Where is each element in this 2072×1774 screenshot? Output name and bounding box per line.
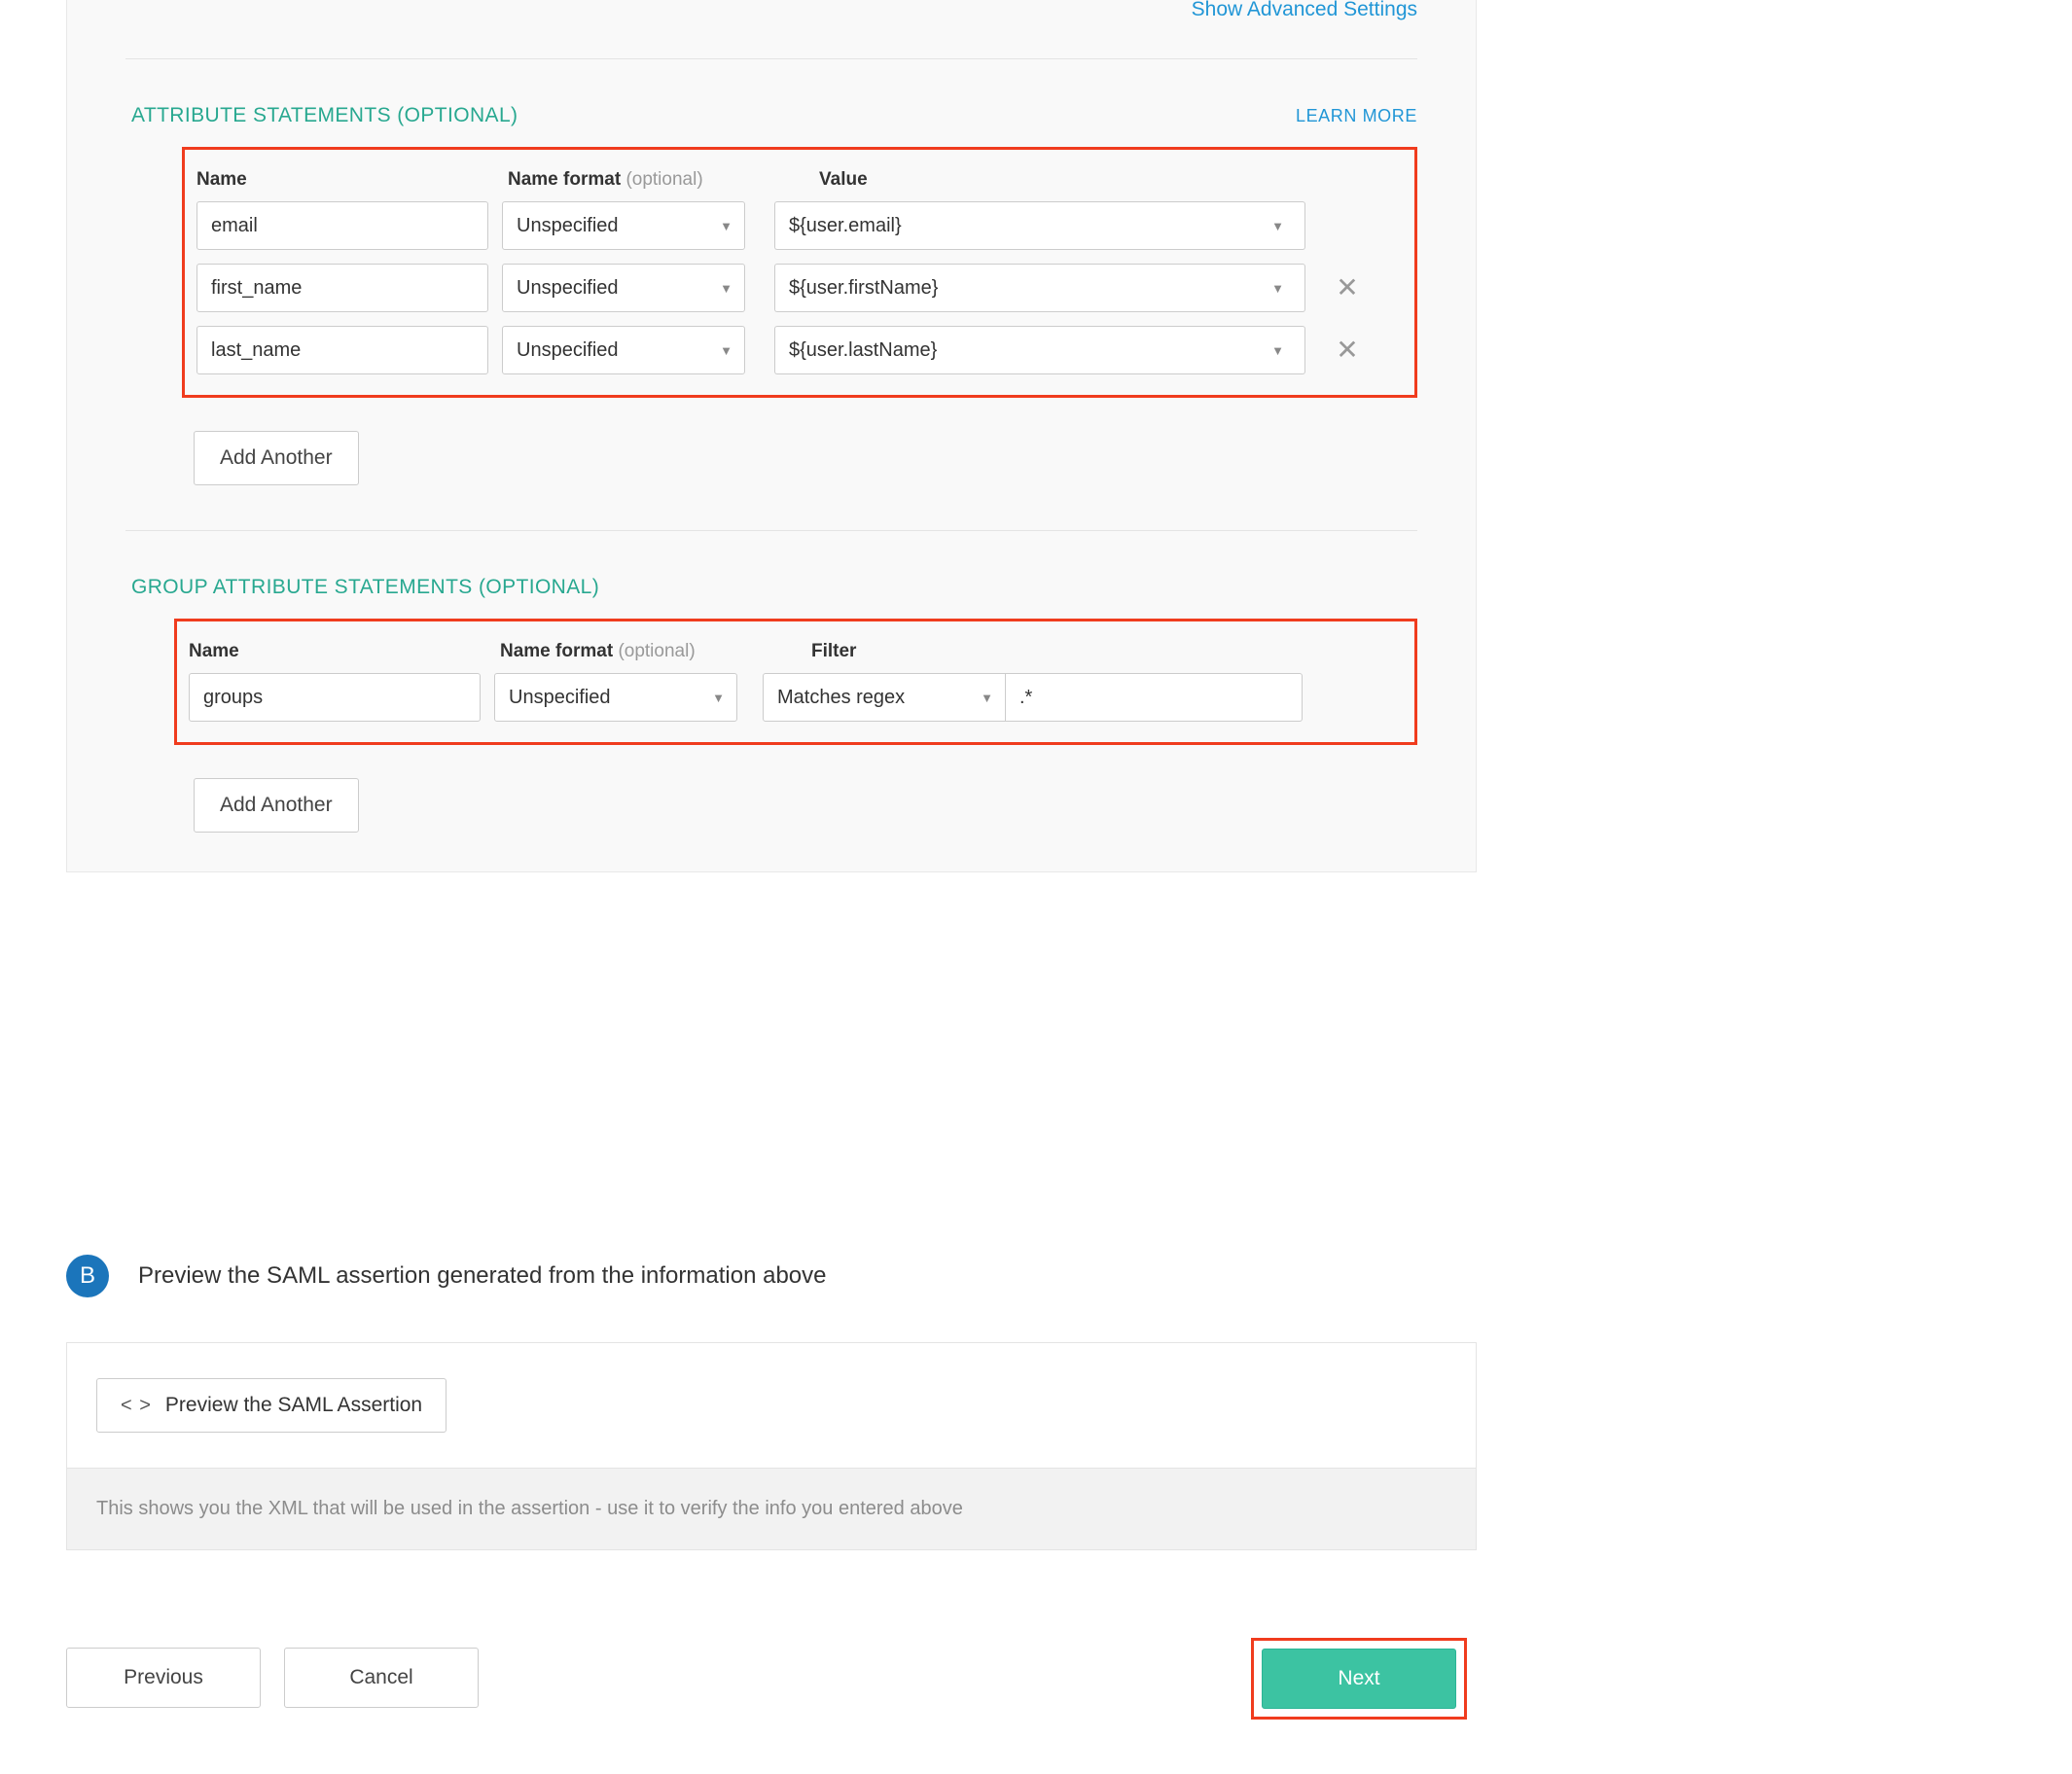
attribute-value-group (774, 264, 1305, 312)
step-b-heading (66, 1255, 826, 1297)
attribute-value-group (774, 201, 1305, 250)
attribute-statements-table (182, 147, 1417, 398)
attribute-value-dropdown-button[interactable] (1251, 264, 1305, 312)
next-button-highlight (1251, 1638, 1467, 1720)
group-attribute-name-format-value: Unspecified (509, 686, 611, 708)
step-b-badge: B (66, 1255, 109, 1297)
attribute-statements-title: ATTRIBUTE STATEMENTS (OPTIONAL) (131, 104, 518, 126)
add-another-attribute-button[interactable]: Add Another (194, 431, 359, 485)
cancel-button[interactable]: Cancel (284, 1648, 479, 1708)
next-button[interactable]: Next (1262, 1649, 1456, 1709)
group-attribute-column-headers (177, 635, 1414, 666)
column-header-name-format-optional: (optional) (618, 641, 696, 661)
column-header-name-format (508, 169, 819, 191)
attribute-value-dropdown-button[interactable] (1251, 326, 1305, 374)
advanced-settings-row (67, 0, 1476, 21)
attribute-value-group (774, 326, 1305, 374)
show-advanced-settings-link[interactable]: Show Advanced Settings (1191, 0, 1417, 20)
attribute-name-format-select[interactable] (502, 326, 745, 374)
chevron-down-icon: ▼ (720, 280, 732, 296)
attribute-name-input[interactable] (196, 201, 488, 250)
attribute-name-format-value: Unspecified (517, 338, 619, 361)
group-attribute-statements-header (131, 576, 1417, 599)
chevron-down-icon: ▼ (1271, 280, 1284, 296)
column-header-name-format-label: Name format (508, 169, 622, 190)
divider-middle (125, 530, 1417, 531)
attribute-name-format-value: Unspecified (517, 276, 619, 299)
chevron-down-icon: ▼ (712, 690, 725, 705)
attribute-statements-learn-more-link[interactable]: LEARN MORE (1295, 106, 1417, 125)
previous-button[interactable]: Previous (66, 1648, 261, 1708)
wizard-footer (66, 1648, 1477, 1716)
chevron-down-icon: ▼ (1271, 218, 1284, 233)
group-filter-group (737, 673, 1303, 722)
attribute-value-dropdown-button[interactable] (1251, 201, 1305, 250)
attribute-name-input[interactable] (196, 326, 488, 374)
group-attribute-name-input[interactable] (189, 673, 481, 722)
preview-saml-assertion-button[interactable] (96, 1378, 447, 1433)
column-header-name: Name (196, 169, 247, 190)
column-header-filter: Filter (811, 641, 857, 661)
table-row (185, 195, 1414, 257)
column-header-name: Name (189, 641, 239, 661)
attribute-name-format-value: Unspecified (517, 214, 619, 236)
remove-attribute-icon[interactable]: ✕ (1336, 335, 1359, 365)
table-row (185, 257, 1414, 319)
attribute-value-input[interactable] (774, 201, 1251, 250)
divider-top (125, 58, 1417, 59)
code-brackets-icon: < > (121, 1394, 152, 1416)
preview-saml-note: This shows you the XML that will be used in the assertion - use it to verify the info you entered above (67, 1468, 1476, 1549)
attribute-name-input[interactable] (196, 264, 488, 312)
add-another-group-attribute-button[interactable]: Add Another (194, 778, 359, 833)
chevron-down-icon: ▼ (1271, 342, 1284, 358)
chevron-down-icon: ▼ (720, 218, 732, 233)
remove-attribute-icon[interactable]: ✕ (1336, 272, 1359, 302)
attribute-value-input[interactable] (774, 264, 1251, 312)
column-header-value: Value (819, 169, 868, 190)
group-attribute-statements-title: GROUP ATTRIBUTE STATEMENTS (OPTIONAL) (131, 576, 600, 598)
group-filter-select[interactable] (763, 673, 1006, 722)
preview-saml-card (66, 1342, 1477, 1550)
footer-left-buttons (66, 1648, 479, 1708)
table-row (185, 319, 1414, 381)
attribute-value-input[interactable] (774, 326, 1251, 374)
preview-button-row (67, 1343, 1476, 1468)
group-filter-value: Matches regex (777, 686, 906, 708)
attribute-name-format-select[interactable] (502, 264, 745, 312)
step-b-title: Preview the SAML assertion generated from the information above (138, 1262, 827, 1289)
group-attribute-statements-table (174, 619, 1417, 745)
column-header-name-format-label: Name format (500, 641, 614, 661)
chevron-down-icon: ▼ (720, 342, 732, 358)
attribute-name-format-select[interactable] (502, 201, 745, 250)
attribute-statements-header (131, 104, 1417, 127)
group-attribute-name-format-select[interactable] (494, 673, 737, 722)
group-filter-input[interactable] (1006, 673, 1303, 722)
saml-settings-panel (66, 0, 1477, 872)
preview-saml-assertion-label: Preview the SAML Assertion (164, 1394, 423, 1416)
column-header-name-format-optional: (optional) (625, 169, 703, 190)
column-header-name-format (500, 641, 811, 662)
table-row (177, 666, 1414, 728)
chevron-down-icon: ▼ (981, 690, 993, 705)
attribute-statements-column-headers (185, 163, 1414, 195)
